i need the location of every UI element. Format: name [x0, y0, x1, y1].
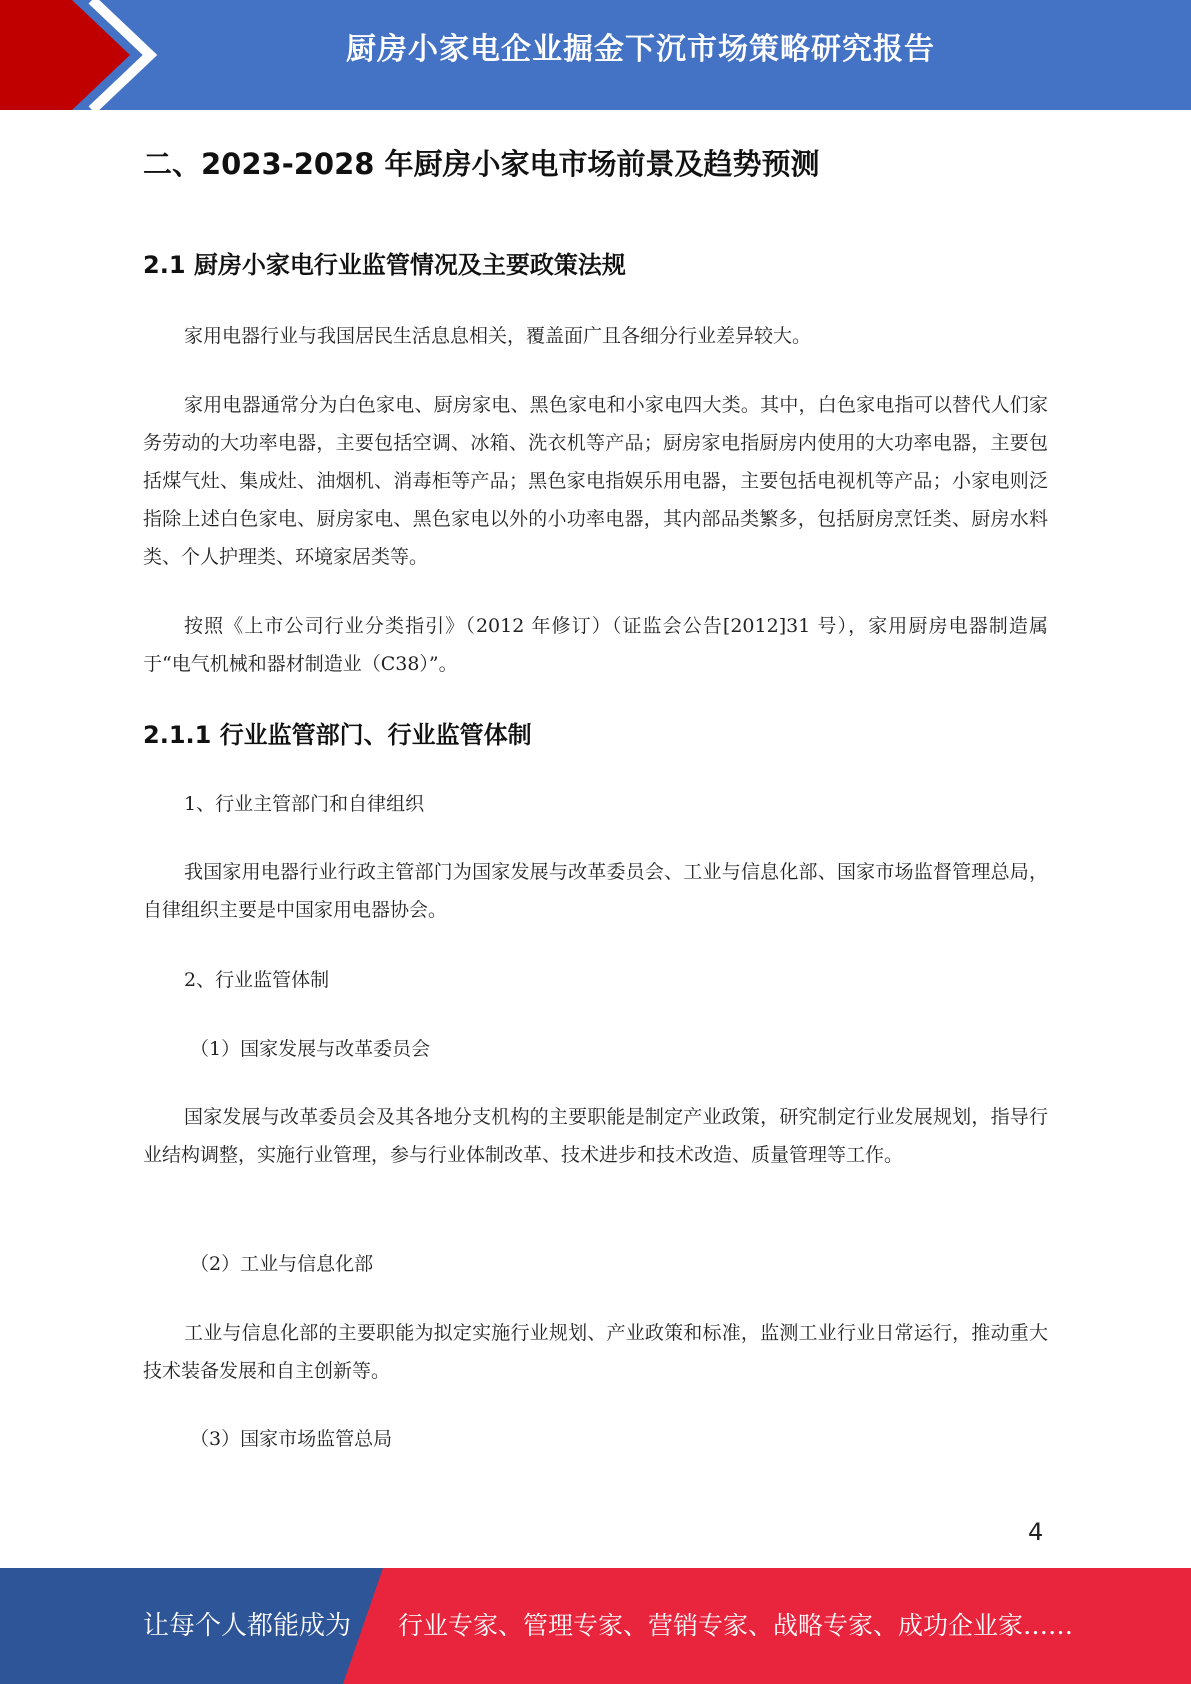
paragraph-authorities: 我国家用电器行业行政主管部门为国家发展与改革委员会、工业与信息化部、国家市场监督管理总局，自律组织主要是中国家用电器协会。: [143, 861, 1048, 921]
list-subitem-miit: （2）工业与信息化部: [190, 1253, 374, 1275]
footer-slogan-left: 让每个人都能成为: [143, 1611, 352, 1641]
list-item-authority: 1、行业主管部门和自律组织: [184, 793, 425, 815]
list-item-regulation-system: 2、行业监管体制: [184, 969, 330, 991]
footer-slogan-right: 行业专家、管理专家、营销专家、战略专家、成功企业家……: [398, 1611, 1074, 1640]
report-title: 厨房小家电企业掘金下沉市场策略研究报告: [346, 32, 935, 67]
paragraph-industry-classification: 按照《上市公司行业分类指引》（2012 年修订）（证监会公告[2012]31 号），家用厨房电器制造属于“电气机械和器材制造业（C38）”。: [143, 615, 1048, 675]
subsection-2-1-heading: 2.1 厨房小家电行业监管情况及主要政策法规: [143, 251, 626, 279]
paragraph-miit-duties: 工业与信息化部的主要职能为拟定实施行业规划、产业政策和标准，监测工业行业日常运行，推动重大技术装备发展和自主创新等。: [143, 1322, 1048, 1382]
header-arrow-decoration: [0, 0, 160, 110]
list-subitem-samr: （3）国家市场监管总局: [190, 1428, 393, 1450]
paragraph-home-appliance-intro: 家用电器行业与我国居民生活息息相关，覆盖面广且各细分行业差异较大。: [184, 325, 812, 347]
report-footer: [0, 1568, 1191, 1684]
paragraph-ndrc-duties: 国家发展与改革委员会及其各地分支机构的主要职能是制定产业政策，研究制定行业发展规划，指导行业结构调整，实施行业管理，参与行业体制改革、技术进步和技术改造、质量管理等工作。: [143, 1106, 1048, 1166]
paragraph-appliance-categories: 家用电器通常分为白色家电、厨房家电、黑色家电和小家电四大类。其中，白色家电指可以替代人们家务劳动的大功率电器，主要包括空调、冰箱、洗衣机等产品；厨房家电指厨房内使用的大功率电器，主要包括煤气灶、集成灶、油烟机、消毒柜等产品；黑色家电指娱乐用电器，主要包括电视机等产品；小家电则泛指除上述白色家电、厨房家电、黑色家电以外的小功率电器，其内部品类繁多，包括厨房烹饪类、厨房水料类、个人护理类、环境家居类等。: [143, 394, 1048, 568]
report-header: [0, 0, 1191, 110]
page-number: 4: [1028, 1518, 1044, 1546]
section-heading: 二、2023-2028 年厨房小家电市场前景及趋势预测: [143, 147, 820, 181]
list-subitem-ndrc: （1）国家发展与改革委员会: [190, 1038, 431, 1060]
subsection-2-1-1-heading: 2.1.1 行业监管部门、行业监管体制: [143, 721, 532, 749]
